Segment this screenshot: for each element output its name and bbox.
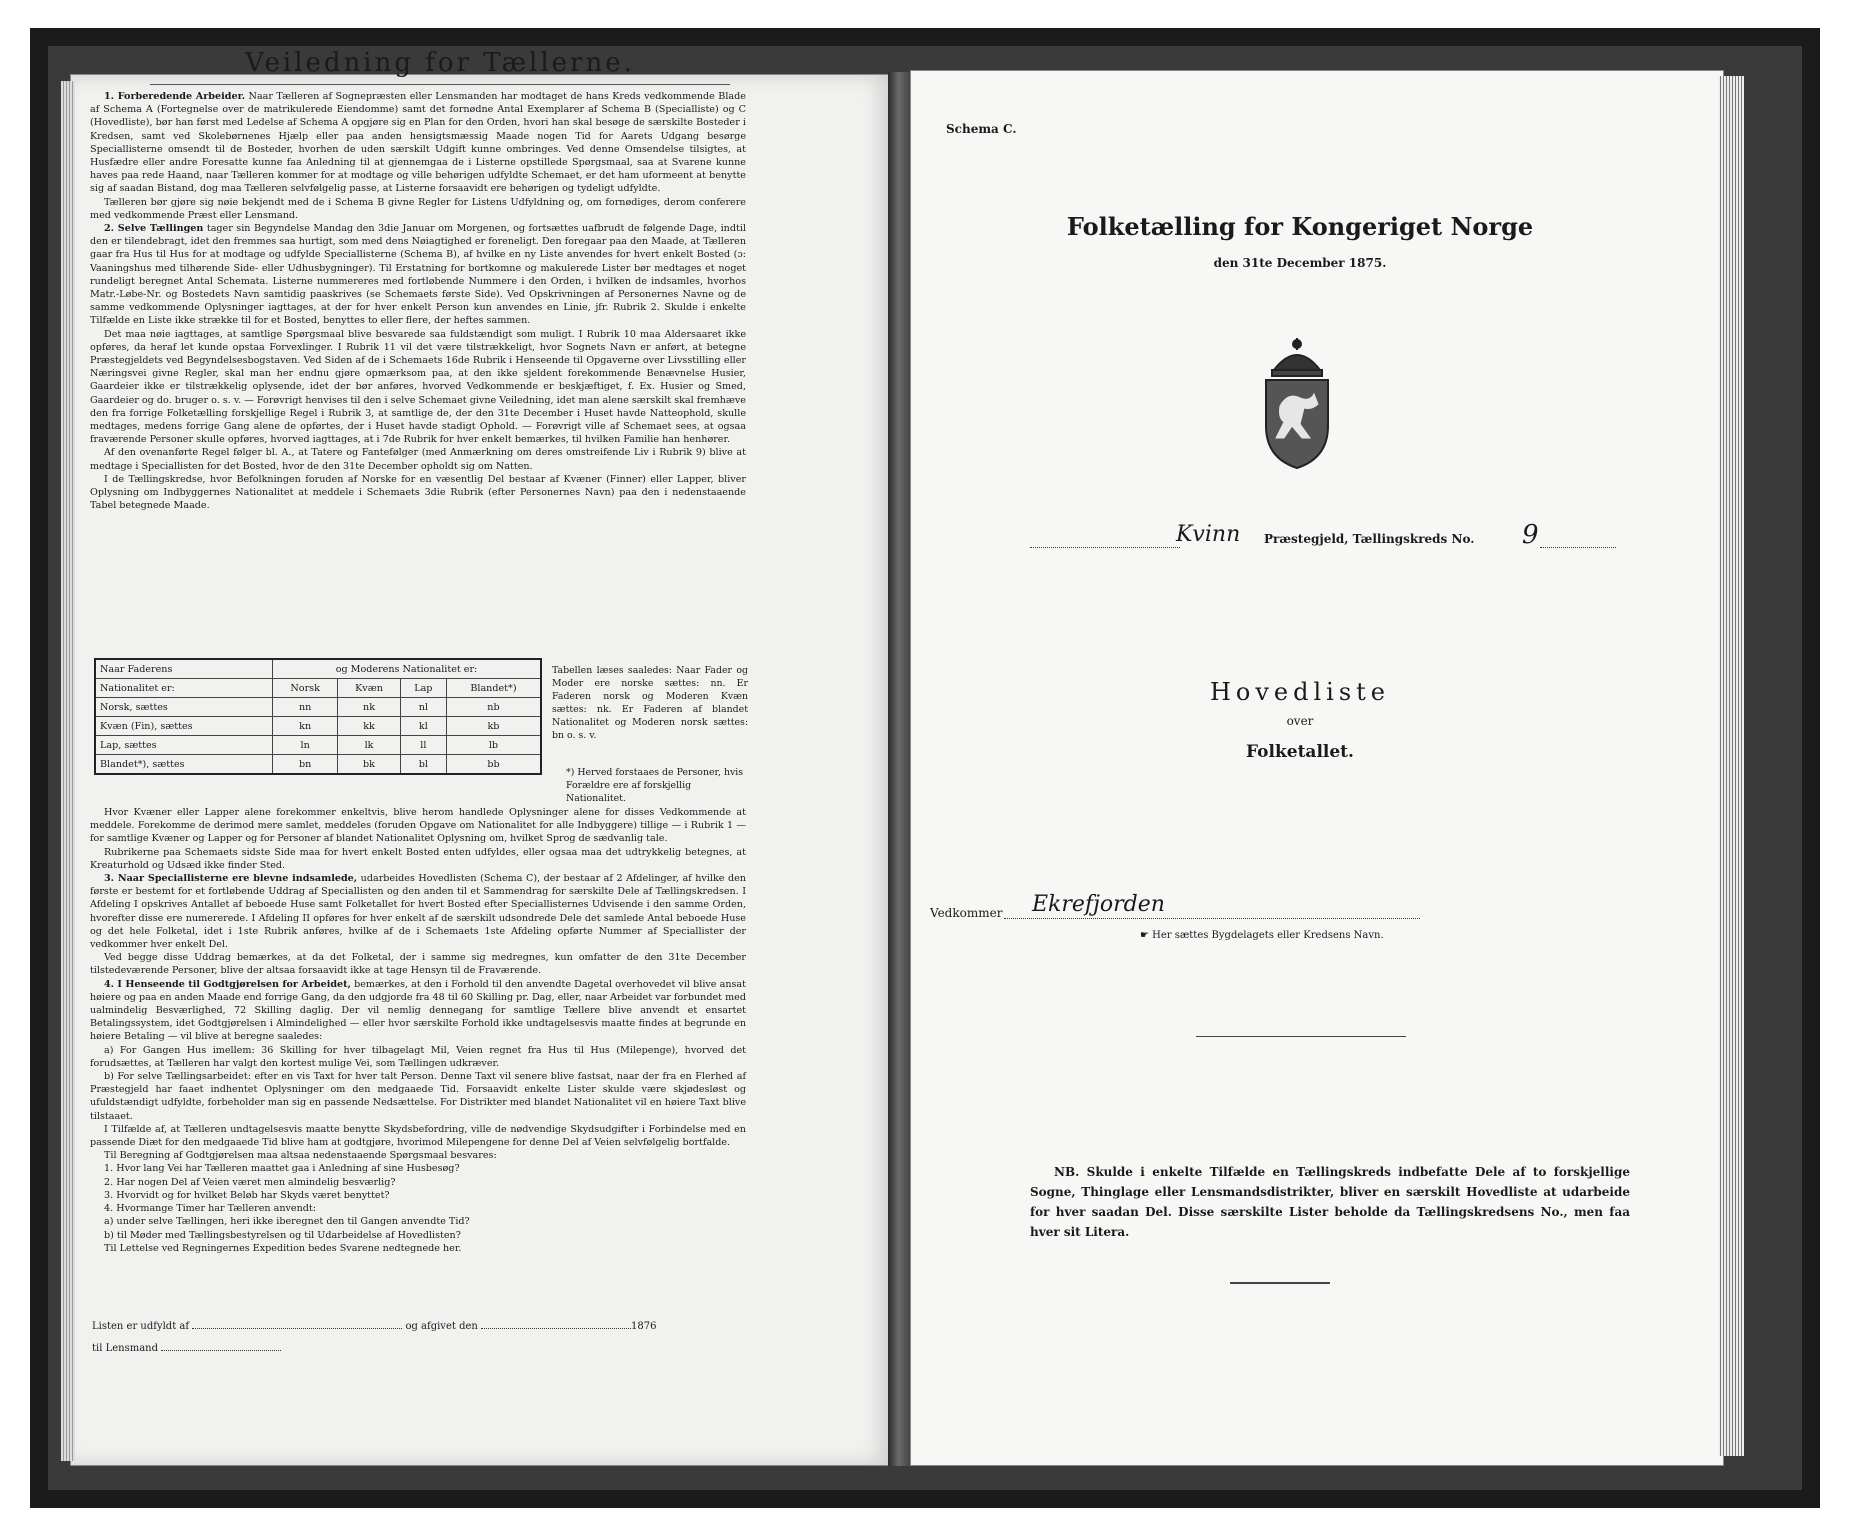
paragraph [90,90,746,196]
paragraph-text: Af den ovenanførte Regel følger bl. A., at Tatere og Fantefølger (med Anmærkning om deres omstreifende Liv i Rubrik 9) blive at medtage i Speciallisten for det Bosted, hvor de den 31te December opholdt sig om Natten. [90,447,746,472]
row-label: Blandet*), sættes [95,755,273,775]
paragraph-text: b) til Møder med Tællingsbestyrelsen og til Udarbeidelse af Hovedlisten? [104,1229,461,1241]
table-cell: bn [273,755,338,775]
signature-field[interactable] [192,1318,402,1329]
table-header: og Moderens Nationalitet er: [273,659,542,679]
table-cell: kb [446,717,541,736]
over-text: over [1286,714,1314,728]
table-cell: kn [273,717,338,736]
paragraph [90,446,746,472]
date-field[interactable] [481,1318,631,1329]
row-label: Lap, sættes [95,736,273,755]
paragraph [90,872,746,951]
dotted-line [1030,547,1180,548]
table-cell: nb [446,698,541,717]
table-header: Naar Faderens [95,659,273,679]
paragraph [90,806,746,846]
vedkommer-handwritten[interactable]: Ekrefjorden [1032,892,1165,917]
right-page [910,70,1724,1466]
paragraph-text: Ved begge disse Uddrag bemærkes, at da det Folketal, der i samme sig medregnes, kun omfatter de den 31te December tilstedeværende Personer, blive der altsaa forsaavidt ikke at tage Hensyn til de Fraværende. [90,952,746,977]
table-footnote: *) Herved forstaaes de Personer, hvis Forældre ere af forskjellig Nationalitet. [566,767,744,804]
nationality-table [94,658,542,775]
vedkommer-note [1140,930,1384,941]
section-heading: 4. I Henseende til Godtgjørelsen for Arbeidet, [104,978,351,990]
paragraph-text: a) under selve Tællingen, heri ikke iberegnet den til Gangen anvendte Tid? [104,1216,470,1228]
hovedliste-heading: Hovedliste [1209,678,1391,706]
row-label: Kvæn (Fin), sættes [95,717,273,736]
table-cell: ln [273,736,338,755]
note-text: Her sættes Bygdelagets eller Kredsens Navn. [1152,930,1384,941]
paragraph [90,1149,746,1162]
page-stack-edge [61,81,75,1461]
page-stack-edge-right [1718,76,1744,1456]
vedkommer-line [930,892,1460,928]
section-heading: 1. Forberedende Arbeider. [104,91,246,102]
table-row [95,755,541,775]
paragraph-text: 3. Hvorvidt og for hvilket Beløb har Skyds været benyttet? [104,1189,390,1201]
paragraph [90,1070,746,1123]
table-cell: nl [400,698,446,717]
paragraph [90,978,746,1044]
section-heading: 2. Selve Tællingen [104,223,204,235]
table-header: Lap [400,679,446,698]
paragraph-text: 4. Hvormange Timer har Tælleren anvendt: [104,1203,317,1215]
date-label: og afgivet den [405,1321,478,1332]
paragraph [90,951,746,977]
signature-line-1 [92,1318,656,1332]
parish-handwritten: Kvinn [1176,522,1241,547]
pointing-hand-icon: ☛ [1140,930,1149,941]
table-header: Nationalitet er: [95,679,273,698]
table-reading-note: Tabellen læses saaledes: Naar Fader og Moder ere norske sættes: nn. Er Faderen norsk og Moderen Kvæn sættes: nk. Er Faderen af blandet Nationalitet og Moderen norsk sættes: bn o. s. v. [552,665,748,741]
table-cell: ll [400,736,446,755]
table-cell: lb [446,736,541,755]
paragraph [90,222,746,328]
paragraph-text: tager sin Begyndelse Mandag den 3die Januar om Morgenen, og fortsættes uafbrudt de følgende Dage, indtil den er tilendebragt, idet den fremmes saa hurtigt, som med dens Nøiagtighed er foreneligt. Den foregaar paa den Maade, at Tælleren gaar fra Hus til Hus for at modtage og udfylde Speciallisterne (Schema B), af hvilke en ny Liste anvendes for hvert enkelt Bosted (ɔ: Vaaningshus med tilhørende Side- eller Udhusbygninger). Til Erstatning for bortkomne og makulerede Lister bør medtages et noget rundeligt beregnet Antal Schemata. Listerne nummereres med fortløbende Nummere i den Orden, i hvilken de indsamles, hvorhos Matr.-Løbe-Nr. og Bostedets Navn samtidig paaskrives (se Schemaets første Side). Ved Opskrivningen af Personernes Navne og de samme vedkommende Oplysninger iagttages, at der for hver enkelt Person kun anvendes en Linie, jfr. Rubrik 2. Skulde i enkelte Tilfælde en Liste ikke strække til for et Bosted, benyttes to eller flere, der heftes sammen. [90,223,746,327]
table-cell: bb [446,755,541,775]
table-cell: lk [338,736,400,755]
paragraph-text: Til Beregning af Godtgjørelsen maa altsaa nedenstaaende Spørgsmaal besvares: [104,1150,497,1162]
census-title: Folketælling for Kongeriget Norge [1066,212,1534,241]
schema-label: Schema C. [946,122,1017,136]
signature-label: Listen er udfyldt af [92,1321,190,1332]
paragraph [90,1123,746,1149]
table-cell: nn [273,698,338,717]
table-header: Norsk [273,679,338,698]
paragraph-text: Naar Tælleren af Sognepræsten eller Lensmanden har modtaget de hans Kreds vedkommende Blade af Schema A (Fortegnelse over de matrikulerede Eiendomme) samt det fornødne Antal Exemplarer af Schema B (Specialliste) og C (Hovedliste), bør han først med Ledelse af Schema A opgjøre sig en Plan for den Orden, hvori han skal besøge de særskilte Bosteder i Kredsen, samt ved Skolebørnenes Hjælp eller paa anden hensigtsmæssig Maade nogen Tid for Aarets Udgang besørge Speciallisterne omsendt til de Bosteder, hvorhen de uden særskilt Udgift kunne ombringes. Ved denne Omsendelse tilsigtes, at Husfædre eller andre Foresatte kunne faa Anledning til at gjennemgaa de i Listerne opstillede Spørgsmaal, saa at Svarene kunne haves paa rede Haand, naar Tælleren kommer for at modtage og ville behørigen udfyldte Schemaet, er det ham uformeent at benytte sig af saadan Bistand, dog maa Tælleren selvfølgelig passe, at Listerne forsaavidt ere behørigen og tydeligt udfyldte. [90,91,746,195]
left-page-title: Veiledning for Tællerne. [245,48,635,78]
paragraph-text: udarbeides Hovedlisten (Schema C), der bestaar af 2 Afdelinger, af hvilke den første er bestemt for et fortløbende Uddrag af Speciallisten og den anden til et Sammendrag for særskilte Dele af Tællingskredsen. I Afdeling I opskrives Antallet af beboede Huse samt Folketallet for hvert Bosted efter Speciallisternes Udvisende i den samme Orden, hvorefter disse ere numererede. I Afdeling II opføres for hver enkelt af de særskilt udsondrede Dele det samlede Antal beboede Huse og det hele Folketal, idet i 1ste Rubrik anføres, hvilke af de i Schemaets 1ste Afdeling opførte Nummer af Speciallister der vedkommer hver enkelt Del. [90,873,746,951]
paragraph-text: a) For Gangen Hus imellem: 36 Skilling for hver tilbagelagt Mil, Veien regnet fra Hus til Hus (Milepenge), hvorved det forudsættes, at Tælleren har valgt den kortest mulige Vei, som Tællingen udkræver. [90,1044,746,1069]
list-item [90,1189,746,1202]
paragraph [90,846,746,872]
table-row [95,698,541,717]
section-heading: 3. Naar Speciallisterne ere blevne indsamlede, [104,873,358,885]
list-item [90,1162,746,1175]
census-date: den 31te December 1875. [1213,256,1387,270]
lensmand-label: til Lensmand [92,1343,159,1354]
paragraph [90,473,746,513]
vedkommer-label: Vedkommer [930,906,1003,920]
table-header: Kvæn [338,679,400,698]
list-item [90,1202,746,1215]
paragraph-text: Til Lettelse ved Regningernes Expedition bedes Svarene nedtegnede her. [104,1242,462,1254]
table-cell: bk [338,755,400,775]
list-item [90,1176,746,1189]
paragraph-text: I Tilfælde af, at Tælleren undtagelsesvis maatte benytte Skydsbefordring, ville de nødvendige Skydsudgifter i Forbindelse med en passende Diæt for den medgaaede Tid blive ham at godtgjøre, hvorimod Milepengene for denne Del af Veien selvfølgelig bortfalde. [90,1123,746,1149]
table-cell: kk [338,717,400,736]
coat-of-arms-icon [1244,336,1350,470]
nb-note: NB. Skulde i enkelte Tilfælde en Tællingskreds indbefatte Dele af to forskjellige Sogne, Thinglage eller Lensmandsdistrikter, bliver en særskilt Hovedliste at udarbeide for hver saadan Del. Disse særskilte Lister beholde da Tællingskredsens No., men faa hver sit Litera. [1030,1165,1630,1239]
paragraph-text: Det maa nøie iagttages, at samtlige Spørgsmaal blive besvarede saa fuldstændigt som muligt. I Rubrik 10 maa Aldersaaret ikke opføres, da heraf let kunde opstaa Forvexlinger. I Rubrik 11 vil det være tilstrækkeligt, hvor Sognets Navn er anført, at betegne Præstegjeldets ved Begyndelsesbogstaven. Ved Siden af de i Schemaets 16de Rubrik i Henseende til Opgaverne over Livsstilling eller Næringsvei givne Regler, skal man her endnu gjøre opmærksom paa, at den ikke sjeldent forekommende Benævnelse Husier, Gaardeier ikke er tilstrækkelig oplysende, idet der bør anføres, hvorved Vedkommende er beskjæftiget, f. Ex. Husier og Smed, Gaardeier og do. bruger o. s. v. — Forøvrigt henvises til den i selve Schemaet givne Veiledning, idet man alene særskilt skal fremhæve den fra forrige Folketælling forskjellige Regel i Rubrik 3, at samtlige de, der den 31te December i Huset havde Natteophold, skulle medtages, medens forrige Gang alene de opførtes, der i Huset havde stadigt Ophold. — Forøvrigt ville af Schemaet sees, at ogsaa fraværende Personer skulle opføres, hvorved iagttages, at i 7de Rubrik for hver enkelt bemærkes, til hvilken Familie han henhører. [90,328,746,446]
table-row [95,717,541,736]
paragraph-text: I de Tællingskredse, hvor Befolkningen foruden af Norske for en væsentlig Del bestaar af Kvæner (Finner) eller Lapper, bliver Oplysning om Indbyggernes Nationalitet at meddele i Schemaets 3die Rubrik (efter Personernes Navn) paa den i nedenstaaende Tabel betegnede Maade. [90,473,746,512]
list-item [90,1215,746,1228]
paragraph [90,196,746,222]
year-label: 1876 [631,1321,657,1332]
instructions-body [90,90,746,513]
dotted-line [1540,547,1616,548]
list-item [90,1229,746,1242]
parish-label: Præstegjeld, Tællingskreds No. [1264,532,1475,546]
table-cell: nk [338,698,400,717]
table-cell: kl [400,717,446,736]
paragraph-text: bemærkes, at den i Forhold til den anvendte Dagetal overhovedet vil blive ansat høiere og paa en anden Maade end forrige Gang, da den udgjorde fra 48 til 60 Skilling pr. Dag, eller, naar Arbeidet var forbundet med ualmindelig Besværlighed, 72 Skilling daglig. Der vil nemlig dennegang for samtlige Tællere blive anvendt et ensartet Betalingssystem, idet Godtgjørelsen i Almindelighed — eller hvor særskilte Forhold ikke undtagelsesvis maatte findes at begrunde en høiere Betaling — vil blive at beregne saaledes: [90,978,746,1043]
parish-line [1030,520,1616,554]
instructions-body-continued [90,806,746,1255]
paragraph-text: 2. Har nogen Del af Veien været men almindelig besværlig? [104,1176,396,1188]
paragraph-text: b) For selve Tællingsarbeidet: efter en vis Taxt for hver talt Person. Denne Taxt vil senere blive fastsat, naar der fra en Flerhed af Præstegjeld har faaet indhentet Oplysninger om den medgaaede Tid. Forsaavidt enkelte Lister skulde være skjødesløst og ufuldstændigt udfyldte, forbeholder man sig en passende Nedsættelse. For Distrikter med blandet Nationalitet vil en høiere Taxt blive tilstaaet. [90,1071,746,1122]
divider [1230,1282,1330,1284]
divider [1196,1036,1406,1037]
signature-line-2 [92,1340,281,1354]
table-cell: bl [400,755,446,775]
paragraph-text: 1. Hvor lang Vei har Tælleren maattet gaa i Anledning af sine Husbesøg? [104,1163,460,1175]
table-row [95,736,541,755]
kreds-number: 9 [1522,520,1539,550]
paragraph-text: Tælleren bør gjøre sig nøie bekjendt med de i Schema B givne Regler for Listens Udfyldning og, om fornødiges, derom conferere med vedkommende Præst eller Lensmand. [90,196,746,221]
folketallet-heading: Folketallet. [1246,742,1354,762]
paragraph-text: Rubrikerne paa Schemaets sidste Side maa for hvert enkelt Bosted enten udfyldes, eller ogsaa maa det udtrykkelig betegnes, at Kreaturhold og Udsæd ikke finder Sted. [90,846,746,871]
table-header: Blandet*) [446,679,541,698]
paragraph-text: Hvor Kvæner eller Lapper alene forekommer enkeltvis, blive herom handlede Oplysninger alene for disses Vedkommende at meddele. Forekomme de derimod mere samlet, meddeles (foruden Opgave om Nationalitet for alle Indbyggere) tillige — i Rubrik 1 — for samtlige Kvæner og Lapper og for Personer af blandet Nationalitet Oplysning om, hvilket Sprog de sædvanlig tale. [90,807,746,845]
lensmand-field[interactable] [161,1340,281,1351]
title-rule [150,84,730,85]
paragraph [90,328,746,447]
dotted-line [1004,918,1420,919]
paragraph [90,1044,746,1070]
row-label: Norsk, sættes [95,698,273,717]
paragraph [90,1242,746,1255]
